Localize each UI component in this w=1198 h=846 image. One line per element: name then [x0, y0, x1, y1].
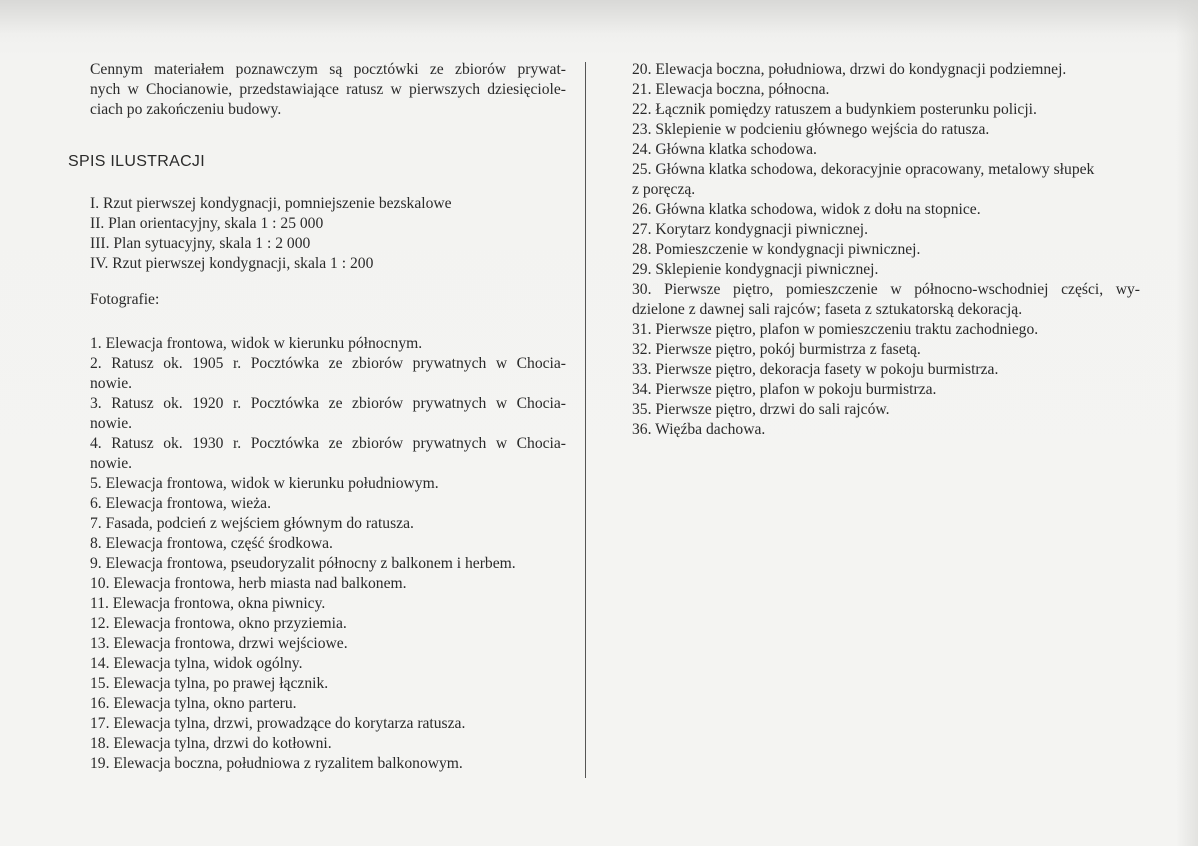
photo-caption-item: 17. Elewacja tylna, drzwi, prowadzące do korytarza ratusza. — [90, 715, 466, 732]
photo-caption-item: 36. Więźba dachowa. — [632, 421, 766, 438]
photo-caption-item: 34. Pierwsze piętro, plafon w pokoju burmistrza. — [632, 381, 937, 398]
photo-caption-item: 33. Pierwsze piętro, dekoracja fasety w pokoju burmistrza. — [632, 361, 999, 378]
photo-caption-item: 4. Ratusz ok. 1930 r. Pocztówka ze zbiorów prywatnych w Chocia- — [90, 435, 566, 452]
intro-line: ciach po zakończeniu budowy. — [90, 101, 282, 118]
intro-line: nych w Chocianowie, przedstawiające ratusz w pierwszych dziesięciole- — [90, 81, 566, 98]
photo-caption-item: 13. Elewacja frontowa, drzwi wejściowe. — [90, 635, 348, 652]
photo-caption-item: 12. Elewacja frontowa, okno przyziemia. — [90, 615, 347, 632]
photo-caption-item: nowie. — [90, 415, 133, 432]
photo-caption-item: 31. Pierwsze piętro, plafon w pomieszczeniu traktu zachodniego. — [632, 321, 1039, 338]
photo-caption-item: 14. Elewacja tylna, widok ogólny. — [90, 655, 303, 672]
photo-caption-item: 15. Elewacja tylna, po prawej łącznik. — [90, 675, 329, 692]
scan-shadow-right — [1176, 0, 1198, 846]
photo-caption-item: dzielone z dawnej sali rajców; faseta z sztukatorską dekoracją. — [632, 301, 1023, 318]
photo-caption-item: 11. Elewacja frontowa, okna piwnicy. — [90, 595, 326, 612]
photo-caption-item: z poręczą. — [632, 181, 696, 198]
photo-caption-item: 6. Elewacja frontowa, wieża. — [90, 495, 271, 512]
section-heading: SPIS ILUSTRACJI — [68, 153, 205, 170]
photos-label: Fotografie: — [90, 291, 160, 308]
photo-caption-item: 18. Elewacja tylna, drzwi do kotłowni. — [90, 735, 332, 752]
photo-caption-item: nowie. — [90, 455, 133, 472]
photo-caption-item: 29. Sklepienie kondygnacji piwnicznej. — [632, 261, 879, 278]
photo-caption-item: 27. Korytarz kondygnacji piwnicznej. — [632, 221, 869, 238]
photo-caption-item: 30. Pierwsze piętro, pomieszczenie w północno-wschodniej części, wy- — [632, 281, 1140, 298]
photo-caption-item: 20. Elewacja boczna, południowa, drzwi do kondygnacji podziemnej. — [632, 61, 1067, 78]
photos-list-left — [90, 334, 570, 774]
photo-caption-item: nowie. — [90, 375, 133, 392]
photo-caption-item: 25. Główna klatka schodowa, dekoracyjnie opracowany, metalowy słupek — [632, 161, 1095, 178]
photo-caption-item: 1. Elewacja frontowa, widok w kierunku północnym. — [90, 335, 423, 352]
photo-caption-item: 16. Elewacja tylna, okno parteru. — [90, 695, 297, 712]
photo-caption-item: 3. Ratusz ok. 1920 r. Pocztówka ze zbiorów prywatnych w Chocia- — [90, 395, 566, 412]
photo-caption-item: 5. Elewacja frontowa, widok w kierunku południowym. — [90, 475, 439, 492]
scan-shadow-top — [0, 0, 1198, 56]
photo-caption-item: 28. Pomieszczenie w kondygnacji piwnicznej. — [632, 241, 921, 258]
photo-caption-item: 24. Główna klatka schodowa. — [632, 141, 817, 158]
photo-caption-item: 35. Pierwsze piętro, drzwi do sali rajców. — [632, 401, 890, 418]
photo-caption-item: 10. Elewacja frontowa, herb miasta nad balkonem. — [90, 575, 407, 592]
column-divider — [585, 62, 586, 778]
photo-caption-item: 19. Elewacja boczna, południowa z ryzalitem balkonowym. — [90, 755, 463, 772]
photo-caption-item: 7. Fasada, podcień z wejściem głównym do ratusza. — [90, 515, 414, 532]
plan-item: II. Plan orientacyjny, skala 1 : 25 000 — [90, 215, 324, 232]
plan-item: III. Plan sytuacyjny, skala 1 : 2 000 — [90, 235, 311, 252]
plans-list — [90, 194, 452, 274]
photo-caption-item: 22. Łącznik pomiędzy ratuszem a budynkiem posterunku policji. — [632, 101, 1037, 118]
photo-caption-item: 8. Elewacja frontowa, część środkowa. — [90, 535, 333, 552]
photo-caption-item: 26. Główna klatka schodowa, widok z dołu na stopnice. — [632, 201, 981, 218]
photos-list-right — [632, 60, 1142, 440]
photo-caption-item: 32. Pierwsze piętro, pokój burmistrza z fasetą. — [632, 341, 921, 358]
photo-caption-item: 21. Elewacja boczna, północna. — [632, 81, 830, 98]
photo-caption-item: 9. Elewacja frontowa, pseudoryzalit północny z balkonem i herbem. — [90, 555, 516, 572]
intro-line: Cennym materiałem poznawczym są pocztówki ze zbiorów prywat- — [90, 61, 566, 78]
photo-caption-item: 23. Sklepienie w podcieniu głównego wejścia do ratusza. — [632, 121, 990, 138]
intro-paragraph — [90, 60, 570, 120]
plan-item: IV. Rzut pierwszej kondygnacji, skala 1 : 200 — [90, 255, 374, 272]
photo-caption-item: 2. Ratusz ok. 1905 r. Pocztówka ze zbiorów prywatnych w Chocia- — [90, 355, 566, 372]
plan-item: I. Rzut pierwszej kondygnacji, pomniejszenie bezskalowe — [90, 195, 452, 212]
